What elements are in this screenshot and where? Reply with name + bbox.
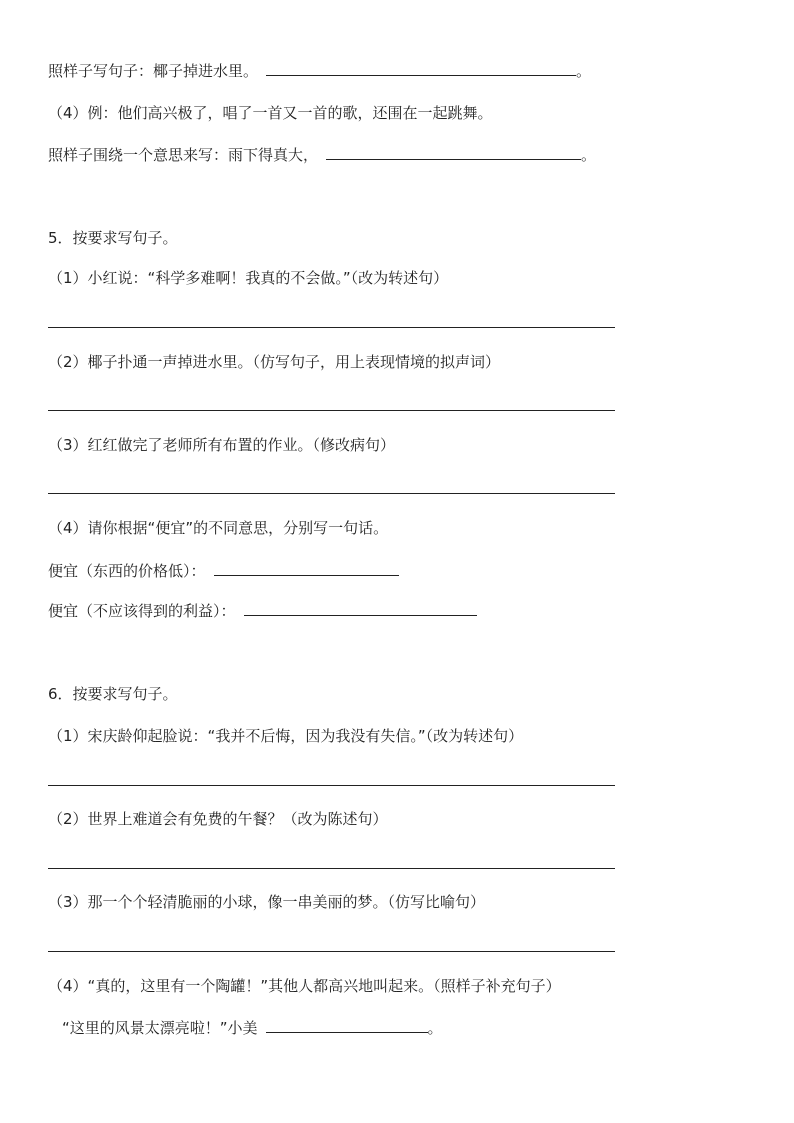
sentence-theme-text: 照样子围绕一个意思来写：雨下得真大， (48, 146, 319, 164)
sentence-theme-line (48, 145, 596, 165)
question-5-item-3: （3）红红做完了老师所有布置的作业。（修改病句） (48, 436, 396, 454)
question-5-item-4: （4）请你根据“便宜”的不同意思，分别写一句话。 (48, 519, 389, 537)
answer-line[interactable] (48, 327, 615, 328)
sentence-imitate-line (48, 61, 591, 81)
meaning-label: 便宜（东西的价格低）： (48, 562, 206, 580)
answer-blank[interactable] (214, 561, 399, 576)
sentence-imitate-text: 照样子写句子：椰子掉进水里。 (48, 62, 259, 80)
answer-line[interactable] (48, 410, 615, 411)
question-6-title: 6．按要求写句子。 (48, 685, 178, 703)
answer-line[interactable] (48, 951, 615, 952)
period: 。 (581, 146, 597, 164)
answer-blank[interactable] (266, 1018, 428, 1033)
question-5-item-4b (48, 601, 477, 621)
question-5-item-4a (48, 561, 399, 581)
question-6-item-4: （4）“真的，这里有一个陶罐！”其他人都高兴地叫起来。（照样子补充句子） (48, 977, 561, 995)
answer-blank[interactable] (244, 601, 477, 616)
period: 。 (576, 62, 592, 80)
question-6-item-3: （3）那一个个轻清脆丽的小球，像一串美丽的梦。（仿写比喻句） (48, 893, 486, 911)
question-5-item-1: （1）小红说：“科学多难啊！我真的不会做。”（改为转述句） (48, 269, 449, 287)
meaning-label: 便宜（不应该得到的利益）： (48, 602, 236, 620)
question-5-title: 5．按要求写句子。 (48, 229, 178, 247)
answer-line[interactable] (48, 493, 615, 494)
question-6-item-4a (62, 1018, 443, 1038)
answer-blank[interactable] (266, 61, 576, 76)
example-line: （4）例：他们高兴极了，唱了一首又一首的歌，还围在一起跳舞。 (48, 104, 493, 122)
question-6-item-1: （1）宋庆龄仰起脸说：“我并不后悔，因为我没有失信。”（改为转述句） (48, 727, 524, 745)
answer-blank[interactable] (326, 145, 581, 160)
answer-line[interactable] (48, 785, 615, 786)
sentence-prefix: “这里的风景太漂亮啦！”小美 (62, 1019, 258, 1037)
question-5-item-2: （2）椰子扑通一声掉进水里。（仿写句子，用上表现情境的拟声词） (48, 353, 501, 371)
answer-line[interactable] (48, 868, 615, 869)
question-6-item-2: （2）世界上难道会有免费的午餐？（改为陈述句） (48, 810, 388, 828)
period: 。 (427, 1019, 443, 1037)
